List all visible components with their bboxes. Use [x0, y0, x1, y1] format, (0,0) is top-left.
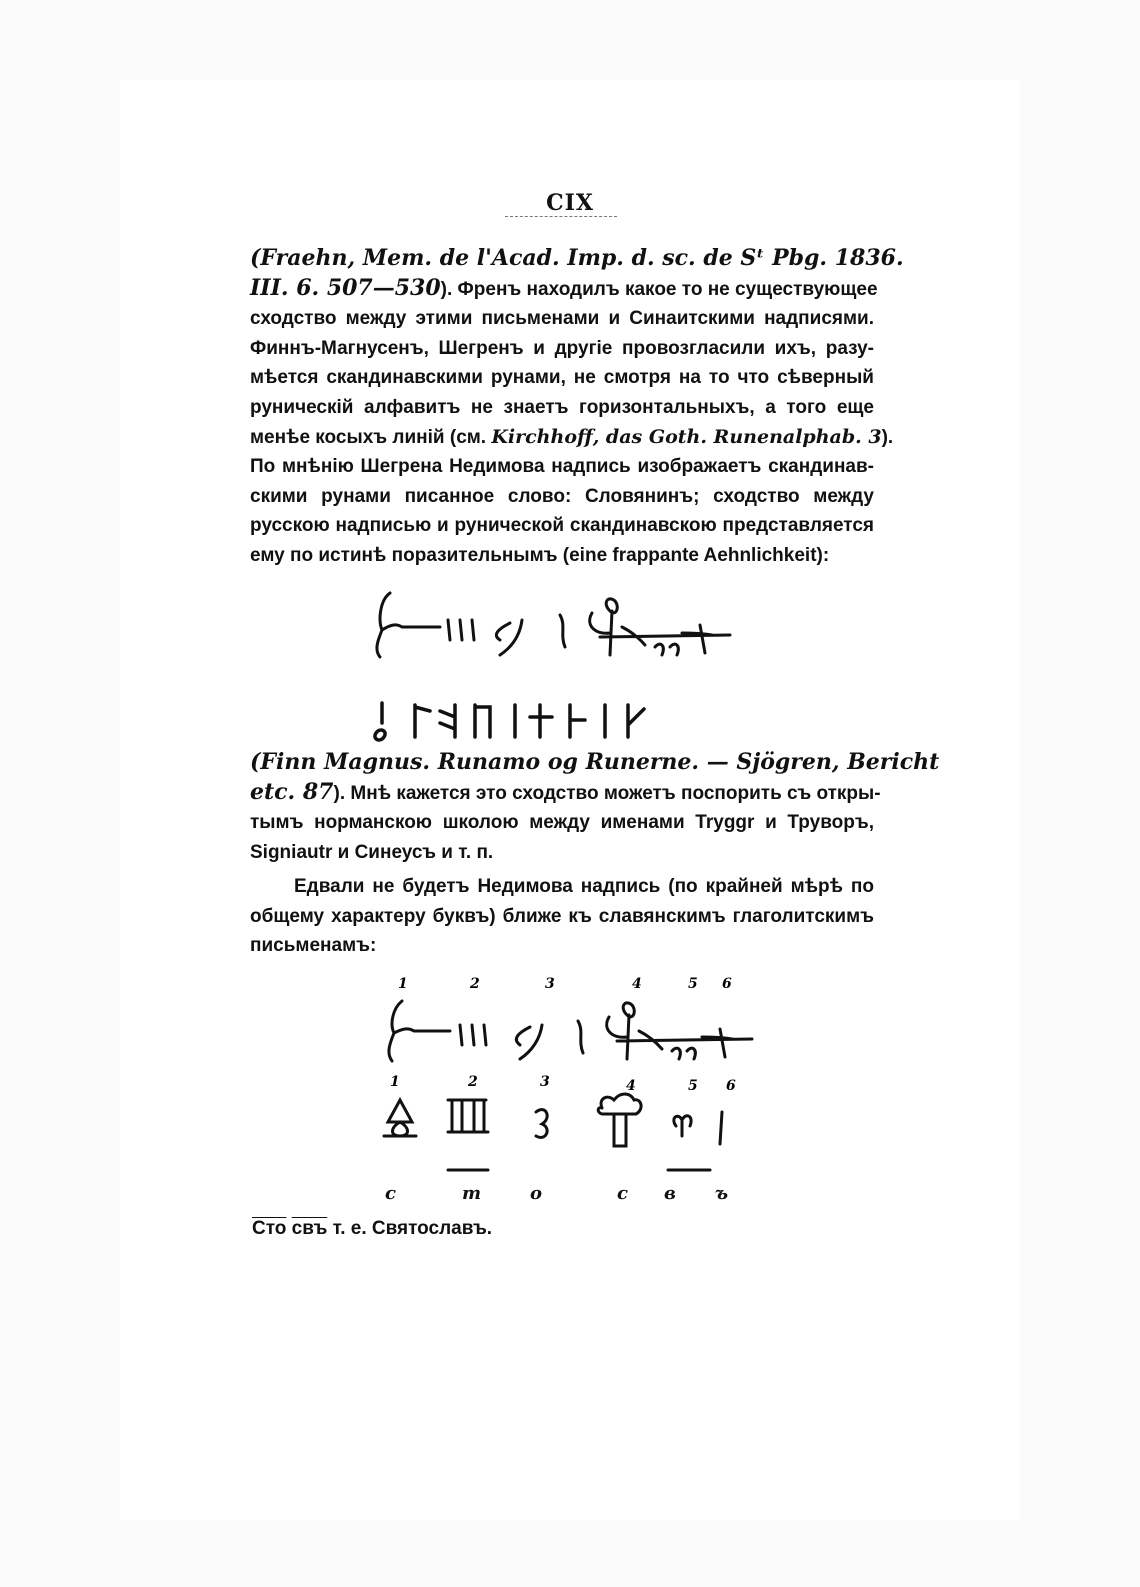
text-line: По мнѣнію Шегрена Недимова надпись изображаетъ скандинав-	[250, 456, 874, 478]
text-line: скими рунами писанное слово: Словянинъ; сходство между	[250, 485, 874, 507]
text-line: русскою надписью и рунической скандинавскою представляется	[250, 515, 874, 537]
text-line: Едвали не будетъ Недимова надпись (по крайней мѣрѣ по	[294, 876, 874, 897]
translit-letter: с	[617, 1183, 628, 1204]
text-line: письменамъ:	[250, 935, 377, 957]
text-line: etc. 87). Мнѣ кажется это сходство можетъ поспорить съ откры-	[250, 778, 881, 805]
figure-number: 5	[688, 1078, 698, 1094]
translit-letter: в	[664, 1183, 676, 1204]
figure-number: 6	[726, 1078, 736, 1094]
figure-number: 4	[632, 976, 642, 992]
paragraph-1	[250, 244, 904, 571]
text-line: общему характеру буквъ) ближе къ славянскимъ глаголитскимъ	[250, 905, 874, 927]
text-line: Signiautr и Синеусъ и т. п.	[250, 841, 494, 863]
page-header	[0, 190, 1140, 216]
paragraph-2	[250, 748, 940, 867]
conclusion-line: Сто свъ т. е. Святославъ.	[252, 1218, 493, 1239]
paragraph-3	[250, 872, 874, 961]
figure-number: 1	[390, 1074, 400, 1090]
figure-number: 3	[545, 976, 555, 992]
text-line: руническій алфавитъ не знаетъ горизонтальныхъ, а того еще	[250, 396, 874, 418]
inscription-figure-2	[360, 970, 780, 1080]
figure-number: 2	[470, 976, 480, 992]
text-line: III. 6. 507—530). Френъ находилъ какое то не существующее	[250, 274, 878, 301]
translit-letter: ъ	[715, 1183, 729, 1204]
text-line: тымъ норманскою школою между именами Tryggr и Труворъ,	[250, 812, 874, 834]
page-number: CIX	[546, 190, 594, 216]
figure-number: 1	[398, 976, 408, 992]
glagolitic-row	[360, 1072, 780, 1182]
figure-number: 5	[688, 976, 698, 992]
glagolitic-letter-5	[674, 1116, 691, 1136]
text-line: ему по истинѣ поразительнымъ (eine frappante Aehnlichkeit):	[250, 544, 830, 566]
citation-line: (Finn Magnus. Runamo og Runerne. — Sjögren, Bericht	[250, 749, 940, 775]
abbreviation: Сто	[252, 1218, 287, 1239]
inscription-figure-1	[360, 585, 760, 670]
abbreviation: свъ	[291, 1218, 328, 1239]
text-line: сходство между этими письменами и Синаитскими надписями.	[250, 308, 874, 330]
translit-letter: о	[530, 1183, 543, 1204]
figure-number: 2	[468, 1074, 478, 1090]
glagolitic-letter-2	[448, 1100, 488, 1132]
citation-line-1: (Fraehn, Mem. de l'Acad. Imp. d. sc. de Sᵗ Pbg. 1836.	[250, 245, 904, 271]
glagolitic-letter-4	[598, 1094, 641, 1146]
figure-number: 4	[626, 1078, 636, 1094]
text-line: мѣется скандинавскими рунами, не смотря на то что сѣверный	[250, 367, 874, 389]
header-rule	[505, 216, 617, 217]
glagolitic-letter-6	[720, 1112, 722, 1144]
text-line: Финнъ-Магнусенъ, Шегренъ и другіе провозгласили ихъ, разу-	[250, 337, 874, 359]
text-line: менѣе косыхъ линій (см. Kirchhoff, das Goth. Runenalphab. 3).	[250, 425, 894, 448]
glagolitic-letter-1	[384, 1100, 416, 1136]
translit-letter: с	[385, 1183, 396, 1204]
figure-number: 6	[722, 976, 732, 992]
figure-number: 3	[540, 1074, 550, 1090]
glagolitic-letter-3	[536, 1110, 547, 1138]
runic-row	[370, 695, 670, 745]
translit-letter: т	[462, 1183, 482, 1204]
